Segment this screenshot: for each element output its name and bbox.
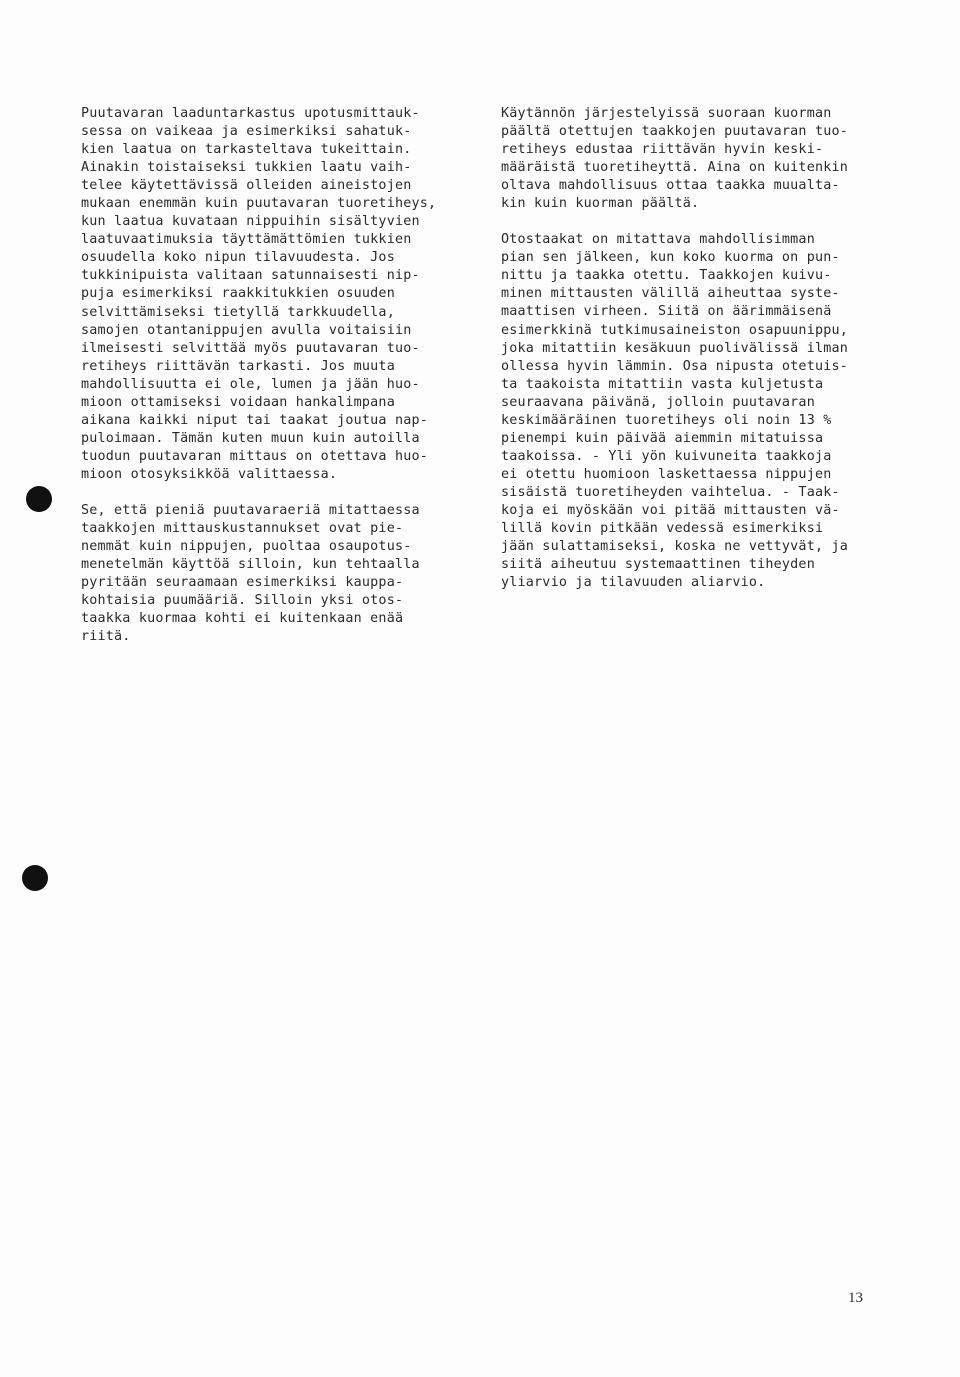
left-paragraph-2: Se, että pieniä puutavaraeriä mitattaessa taakkojen mittauskustannukset ovat pie- nemmät kuin nippujen, puoltaa osaupotus- menetelmän käyttöä silloin, kun tehtaalla pyritään seuraamaan esimerkiksi kauppa- kohtaisia puumääriä. Silloin yksi otos- taakka kuormaa kohti ei kuitenkaan enää riitä. xyxy=(81,502,420,645)
page-number: 13 xyxy=(848,1290,863,1306)
right-paragraph-2: Otostaakat on mitattava mahdollisimman pian sen jälkeen, kun koko kuorma on pun- nittu ja taakka otettu. Taakkojen kuivu- minen mittausten välillä aiheuttaa syste- maattisen virheen. Siitä on äärimmäisenä esimerkkinä tutkimusaineiston osapuunippu, joka mitattiin kesäkuun puolivälissä ilman ollessa hyvin lämmin. Osa nipusta otetuis- ta taakoista mitattiin vasta kuljetusta seuraavana päivänä, jolloin puutavaran keskimääräinen tuoretiheys oli noin 13 % pienempi kuin päivää aiemmin mitatuissa taakoissa. - Yli yön kuivuneita taakkoja ei otettu huomioon laskettaessa nippujen sisäistä tuoretiheyden vaihtelua. - Taak- koja ei myöskään voi pitää mittausten vä- lillä kovin pitkään vedessä esimerkiksi jään sulattamiseksi, koska ne vettyvät, ja siitä aiheutuu systemaattinen tiheyden yliarvio ja tilavuuden aliarvio. xyxy=(501,232,848,591)
right-paragraph-1: Käytännön järjestelyissä suoraan kuorman päältä otettujen taakkojen puutavaran tuo- retiheys edustaa riittävän hyvin keski- määräistä tuoretiheyttä. Aina on kuitenkin oltava mahdollisuus ottaa taakka muualta- kin kuin kuorman päältä. xyxy=(501,106,848,212)
right-column xyxy=(501,105,896,592)
binder-hole-top xyxy=(26,486,52,512)
left-column xyxy=(81,105,476,646)
left-paragraph-1: Puutavaran laaduntarkastus upotusmittauk- sessa on vaikeaa ja esimerkiksi sahatuk- kien laatua on tarkasteltava tukeittain. Ainakin toistaiseksi tukkien laatu vaih- telee käytettävissä olleiden aineistojen mukaan enemmän kuin puutavaran tuoretiheys, kun laatua kuvataan nippuihin sisältyvien laatuvaatimuksia täyttämättömien tukkien osuudella koko nipun tilavuudesta. Jos tukkinipuista valitaan satunnaisesti nip- puja esimerkiksi raakkitukkien osuuden selvittämiseksi tietyllä tarkkuudella, samojen otantanippujen avulla voitaisiin ilmeisesti selvittää myös puutavaran tuo- retiheys riittävän tarkasti. Jos muuta mahdollisuutta ei ole, lumen ja jään huo- mioon ottamiseksi voidaan hankalimpana aikana kaikki niput tai taakat joutua nap- puloimaan. Tämän kuten muun kuin autoilla tuodun puutavaran mittaus on otettava huo- mioon otosyksikköä valittaessa. xyxy=(81,106,437,482)
binder-hole-bottom xyxy=(22,865,48,891)
